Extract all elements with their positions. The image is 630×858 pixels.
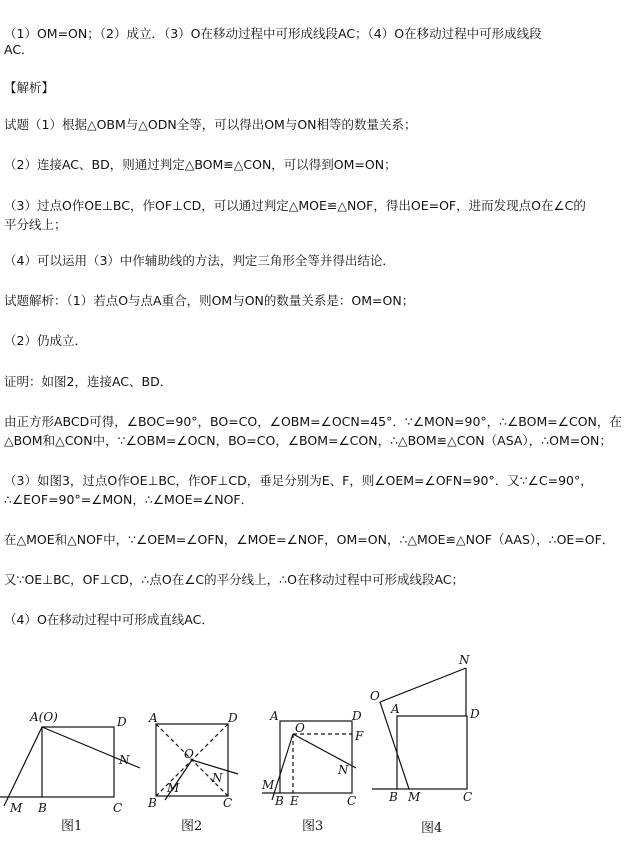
figures [0,640,630,858]
fig4-label-b: B [389,790,398,804]
fig1-label-b: B [38,801,47,815]
fig1-label-c: C [113,801,123,815]
fig3-caption: 图3 [302,819,324,834]
fig4-label-c: C [463,790,473,804]
proof-line-3b: ∴∠EOF=90°=∠MON，∴∠MOE=∠NOF． [4,492,254,507]
answer-line-2: AC． [4,42,34,57]
proof-line-6: （4）O在移动过程中可形成直线AC． [4,612,214,627]
fig3-label-e: E [290,794,299,808]
analysis-line-2: （2）连接AC、BD，则通过判定△BOM≌△CON，可以得到OM=ON； [4,157,397,172]
fig3-label-m: M [262,778,275,792]
fig1-label-m: M [10,801,23,815]
fig2-label-o: O [184,747,194,761]
fig2-label-b: B [148,796,157,810]
fig4-label-m: M [408,790,421,804]
fig4-label-n: N [459,653,470,667]
solution-line-2: （2）仍成立． [4,333,87,348]
fig4-label-d: D [470,707,480,721]
answer-line-1: （1）OM=ON；（2）成立．（3）O在移动过程中可形成线段AC；（4）O在移动过程中可形成线段 [4,26,542,41]
fig3-label-o: O [295,721,305,735]
fig3-label-n: N [338,763,349,777]
fig1-label-n: N [119,753,130,767]
fig4-caption: 图4 [421,821,443,836]
fig2-label-n: N [212,771,223,785]
figure-4 [372,668,467,789]
fig3-label-f: F [355,729,364,743]
proof-line-2: 由正方形ABCD可得，∠BOC=90°，BO=CO，∠OBM=∠OCN=45°．∵∠MON=90°，∴∠BOM=∠CON，在 [4,414,622,429]
proof-line-1: 证明：如图2，连接AC、BD． [4,374,173,389]
figure-3 [262,721,356,800]
analysis-line-3b: 平分线上； [4,217,67,232]
fig4-label-a: A [391,702,400,716]
fig1-label-d: D [117,715,127,729]
proof-line-2b: △BOM和△CON中，∵∠OBM=∠OCN，BO=CO，∠BOM=∠CON，∴△BOM≌△CON（ASA），∴OM=ON； [4,433,612,448]
fig1-caption: 图1 [61,819,83,834]
analysis-line-3: （3）过点O作OE⊥BC，作OF⊥CD，可以通过判定△MOE≌△NOF，得出OE=OF，进而发现点O在∠C的 [4,198,586,213]
fig3-label-c: C [347,794,357,808]
analysis-line-4: （4）可以运用（3）中作辅助线的方法，判定三角形全等并得出结论． [4,253,395,268]
analysis-line-1: 试题（1）根据△OBM与△ODN全等，可以得出OM与ON相等的数量关系； [4,117,417,132]
fig3-label-b: B [275,794,284,808]
proof-line-4: 在△MOE和△NOF中，∵∠OEM=∠OFN，∠MOE=∠NOF，OM=ON，∴△MOE≌△NOF（AAS），∴OE=OF． [4,532,615,547]
proof-line-5: 又∵OE⊥BC，OF⊥CD，∴点O在∠C的平分线上，∴O在移动过程中可形成线段AC； [4,572,465,587]
fig3-label-d: D [352,709,362,723]
fig2-label-a: A [149,711,158,725]
fig2-label-c: C [223,796,233,810]
fig1-label-a: A(O) [30,710,58,724]
solution-line-1: 试题解析：（1）若点O与点A重合，则OM与ON的数量关系是：OM=ON； [4,293,415,308]
analysis-heading: 【解析】 [4,80,55,95]
fig2-label-d: D [228,711,238,725]
fig2-label-m: M [167,781,180,795]
fig2-caption: 图2 [181,819,203,834]
proof-line-3: （3）如图3，过点O作OE⊥BC，作OF⊥CD，垂足分别为E、F，则∠OEM=∠OFN=90°．又∵∠C=90°， [4,473,593,488]
fig4-label-o: O [370,689,380,703]
fig3-label-a: A [270,709,279,723]
